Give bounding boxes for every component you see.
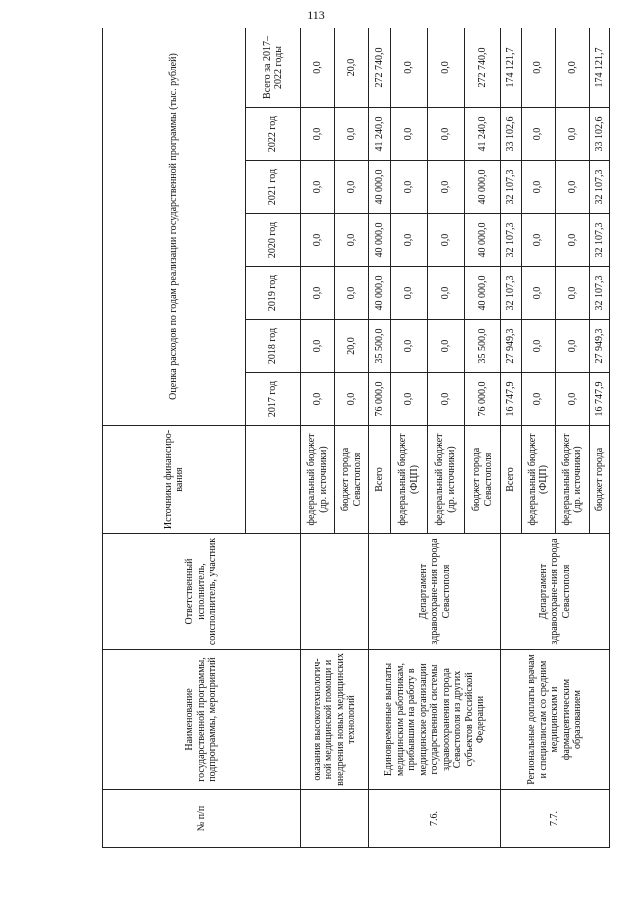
cell-value: 0,0 bbox=[301, 161, 335, 214]
cell-source: федеральный бюджет (ФЦП) bbox=[390, 426, 427, 534]
cell-value: 32 107,3 bbox=[501, 267, 521, 320]
cell-value: 0,0 bbox=[390, 28, 427, 108]
header-year: 2017 год bbox=[246, 373, 301, 426]
header-estimate: Оценка расходов по годам реализации государственной программы (тыс. рублей) bbox=[103, 28, 246, 426]
cell-value: 0,0 bbox=[301, 320, 335, 373]
cell-value: 0,0 bbox=[390, 108, 427, 161]
cell-value: 0,0 bbox=[555, 320, 589, 373]
cell-source: бюджет города Севастополя bbox=[335, 426, 369, 534]
cell-responsible bbox=[301, 534, 369, 650]
cell-value: 33 102,6 bbox=[589, 108, 609, 161]
cell-value: 41 240,0 bbox=[464, 108, 501, 161]
cell-value: 0,0 bbox=[427, 373, 464, 426]
cell-name: оказания высокотехнологич-ной медицинской помощи и внедрения новых медицинских технологий bbox=[301, 650, 369, 790]
header-year: 2020 год bbox=[246, 214, 301, 267]
cell-value: 272 740,0 bbox=[369, 28, 391, 108]
cell-value: 0,0 bbox=[390, 161, 427, 214]
cell-source: федеральный бюджет (др. источники) bbox=[427, 426, 464, 534]
header-responsible: Ответственный исполнитель, соисполнитель, участник bbox=[103, 534, 301, 650]
cell-value: 0,0 bbox=[301, 373, 335, 426]
cell-value: 16 747,9 bbox=[589, 373, 609, 426]
cell-value: 0,0 bbox=[301, 108, 335, 161]
cell-value: 0,0 bbox=[427, 320, 464, 373]
cell-value: 0,0 bbox=[521, 267, 555, 320]
document-page bbox=[102, 28, 610, 848]
cell-value: 0,0 bbox=[301, 267, 335, 320]
cell-value: 41 240,0 bbox=[369, 108, 391, 161]
cell-num bbox=[301, 790, 369, 848]
cell-source: федеральный бюджет (др. источники) bbox=[301, 426, 335, 534]
cell-value: 40 000,0 bbox=[369, 267, 391, 320]
cell-value: 0,0 bbox=[427, 267, 464, 320]
cell-value: 272 740,0 bbox=[464, 28, 501, 108]
cell-source: бюджет города bbox=[589, 426, 609, 534]
cell-value: 76 000,0 bbox=[464, 373, 501, 426]
cell-value: 0,0 bbox=[301, 214, 335, 267]
header-name: Наименование государственной программы, подпрограммы, мероприятий bbox=[103, 650, 301, 790]
cell-value: 0,0 bbox=[555, 267, 589, 320]
cell-value: 32 107,3 bbox=[589, 214, 609, 267]
cell-value: 0,0 bbox=[521, 28, 555, 108]
cell-value: 32 107,3 bbox=[589, 267, 609, 320]
cell-value: 0,0 bbox=[427, 108, 464, 161]
cell-num: 7.7. bbox=[501, 790, 610, 848]
page-number: 113 bbox=[307, 8, 325, 22]
cell-value: 0,0 bbox=[427, 28, 464, 108]
cell-responsible: Департамент здравоохране-ния города Севастополя bbox=[501, 534, 610, 650]
cell-value: 0,0 bbox=[521, 373, 555, 426]
cell-value: 20,0 bbox=[335, 28, 369, 108]
cell-value: 32 107,3 bbox=[501, 161, 521, 214]
cell-value: 0,0 bbox=[335, 267, 369, 320]
cell-value: 27 949,3 bbox=[501, 320, 521, 373]
cell-value: 0,0 bbox=[335, 161, 369, 214]
cell-value: 0,0 bbox=[521, 214, 555, 267]
cell-value: 0,0 bbox=[555, 373, 589, 426]
cell-source: Всего bbox=[369, 426, 391, 534]
cell-value: 35 500,0 bbox=[464, 320, 501, 373]
cell-value: 0,0 bbox=[390, 373, 427, 426]
header-row-top bbox=[103, 28, 246, 848]
header-year: 2018 год bbox=[246, 320, 301, 373]
cell-num: 7.6. bbox=[369, 790, 501, 848]
header-sources-blank bbox=[246, 426, 301, 534]
header-total: Всего за 2017–2022 годы bbox=[246, 28, 301, 108]
cell-value: 0,0 bbox=[335, 108, 369, 161]
cell-responsible: Департамент здравоохране-ния города Севастополя bbox=[369, 534, 501, 650]
cell-name: Региональные доплаты врачам и специалистам со средним медицинским и фармацевтическим образованием bbox=[501, 650, 610, 790]
cell-value: 35 500,0 bbox=[369, 320, 391, 373]
cell-value: 174 121,7 bbox=[589, 28, 609, 108]
cell-value: 16 747,9 bbox=[501, 373, 521, 426]
rotated-table-wrapper bbox=[102, 28, 610, 848]
header-year: 2019 год bbox=[246, 267, 301, 320]
cell-value: 0,0 bbox=[555, 161, 589, 214]
cell-value: 0,0 bbox=[427, 161, 464, 214]
header-sources: Источники финансиро-вания bbox=[103, 426, 246, 534]
cell-name: Единовременные выплаты медицинским работникам, прибывшим на работу в медицинские организации государственной системы здравоохранения города Севастополя из других субъектов Российской Федерации bbox=[369, 650, 501, 790]
table-row bbox=[301, 28, 335, 848]
table-row bbox=[501, 28, 521, 848]
cell-value: 40 000,0 bbox=[369, 161, 391, 214]
cell-source: бюджет города Севастополя bbox=[464, 426, 501, 534]
cell-value: 20,0 bbox=[335, 320, 369, 373]
cell-value: 0,0 bbox=[555, 28, 589, 108]
cell-value: 174 121,7 bbox=[501, 28, 521, 108]
cell-value: 40 000,0 bbox=[464, 267, 501, 320]
cell-value: 27 949,3 bbox=[589, 320, 609, 373]
cell-value: 0,0 bbox=[427, 214, 464, 267]
cell-value: 0,0 bbox=[555, 214, 589, 267]
cell-value: 0,0 bbox=[521, 320, 555, 373]
cell-value: 0,0 bbox=[335, 373, 369, 426]
expenditure-table bbox=[102, 28, 610, 848]
cell-value: 0,0 bbox=[555, 108, 589, 161]
header-year: 2021 год bbox=[246, 161, 301, 214]
cell-value: 40 000,0 bbox=[464, 214, 501, 267]
cell-value: 0,0 bbox=[521, 161, 555, 214]
cell-value: 0,0 bbox=[390, 214, 427, 267]
cell-source: федеральный бюджет (др. источники) bbox=[555, 426, 589, 534]
cell-value: 0,0 bbox=[335, 214, 369, 267]
cell-value: 0,0 bbox=[390, 320, 427, 373]
cell-value: 0,0 bbox=[521, 108, 555, 161]
cell-value: 0,0 bbox=[301, 28, 335, 108]
table-row bbox=[369, 28, 391, 848]
cell-value: 40 000,0 bbox=[464, 161, 501, 214]
cell-source: Всего bbox=[501, 426, 521, 534]
cell-value: 32 107,3 bbox=[501, 214, 521, 267]
header-year: 2022 год bbox=[246, 108, 301, 161]
cell-source: федеральный бюджет (ФЦП) bbox=[521, 426, 555, 534]
cell-value: 32 107,3 bbox=[589, 161, 609, 214]
cell-value: 40 000,0 bbox=[369, 214, 391, 267]
cell-value: 76 000,0 bbox=[369, 373, 391, 426]
cell-value: 33 102,6 bbox=[501, 108, 521, 161]
header-num: № п/п bbox=[103, 790, 301, 848]
cell-value: 0,0 bbox=[390, 267, 427, 320]
